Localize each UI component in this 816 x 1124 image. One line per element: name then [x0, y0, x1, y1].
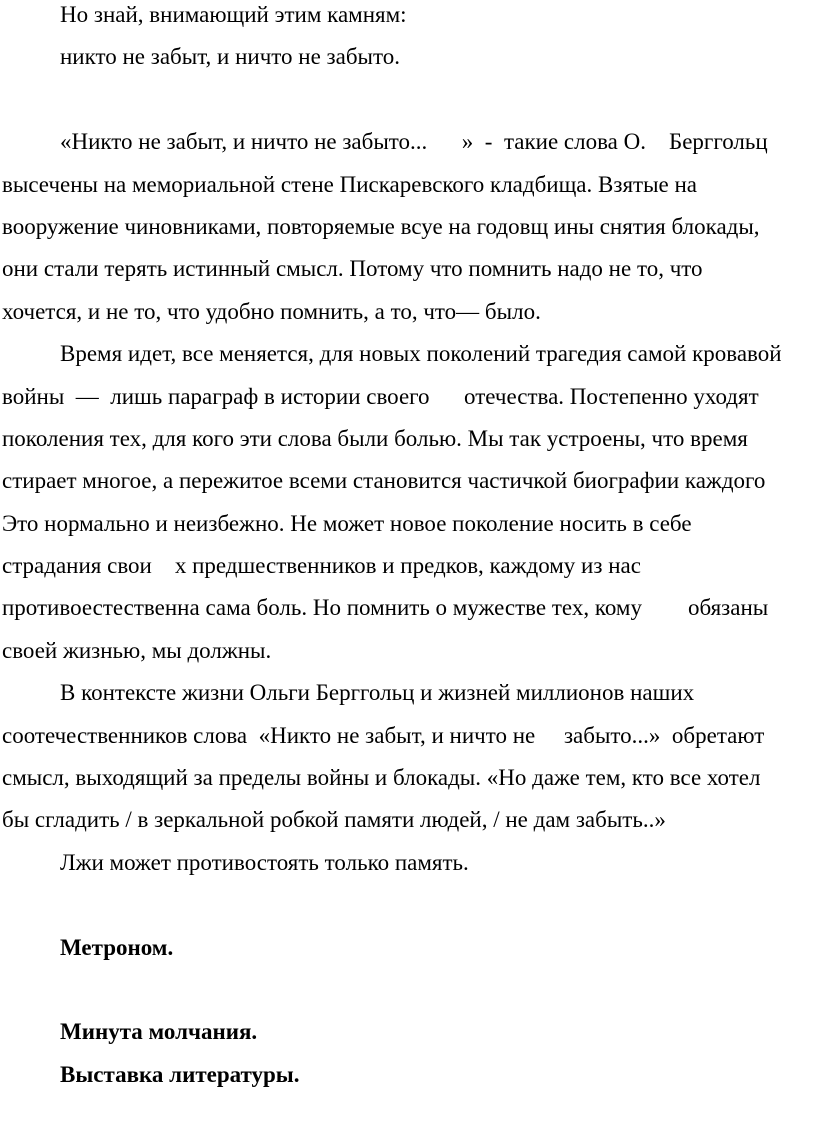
text-line: войны — лишь параграф в истории своего отечества. Постепенно уходят [2, 383, 759, 409]
text-line: никто не забыт, и ничто не забыто. [60, 44, 400, 70]
text-line: хочется, и не то, что удобно помнить, а то, что— было. [2, 298, 541, 324]
text-line: бы сгладить / в зеркальной робкой памяти людей, / не дам забыть..» [2, 807, 666, 833]
text-line: Лжи может противостоять только память. [60, 849, 469, 875]
text-line: вооружение чиновниками, повторяемые всуе на годовщ ины снятия блокады, [2, 213, 760, 239]
text-line: Это нормально и неизбежно. Не может новое поколение носить в себе [2, 510, 692, 536]
text-line: Но знай, внимающий этим камням: [60, 2, 407, 27]
document-text-block [2, 0, 816, 1096]
text-line: они стали терять истинный смысл. Потому что помнить надо не то, что [2, 256, 703, 282]
text-line: «Никто не забыт, и ничто не забыто... » - такие слова О. Берггольц [60, 129, 768, 155]
text-line: Время идет, все меняется, для новых поколений трагедия самой кровавой [60, 341, 782, 367]
text-line: Выставка литературы. [60, 1061, 300, 1087]
blank-line [2, 79, 816, 121]
text-line: Минута молчания. [60, 1019, 258, 1045]
blank-line [2, 969, 816, 1011]
text-line: противоестественна сама боль. Но помнить о мужестве тех, кому обязаны [2, 595, 769, 621]
blank-line [2, 884, 816, 926]
text-line: страдания свои х предшественников и предков, каждому из нас [2, 553, 641, 579]
text-line: соотечественников слова «Никто не забыт, и ничто не забыто...» обретают [2, 722, 765, 748]
text-line: В контексте жизни Ольги Берггольц и жизней миллионов наших [60, 680, 695, 706]
text-line: смысл, выходящий за пределы войны и блокады. «Но даже тем, кто все хотел [2, 765, 761, 791]
text-line: своей жизнью, мы должны. [2, 637, 272, 663]
text-line: поколения тех, для кого эти слова были болью. Мы так устроены, что время [2, 425, 748, 451]
text-line: высечены на мемориальной стене Пискаревского кладбища. Взятые на [2, 171, 697, 197]
text-line: Метроном. [60, 934, 174, 960]
text-line: стирает многое, а пережитое всеми становится частичкой биографии каждого [2, 468, 766, 494]
